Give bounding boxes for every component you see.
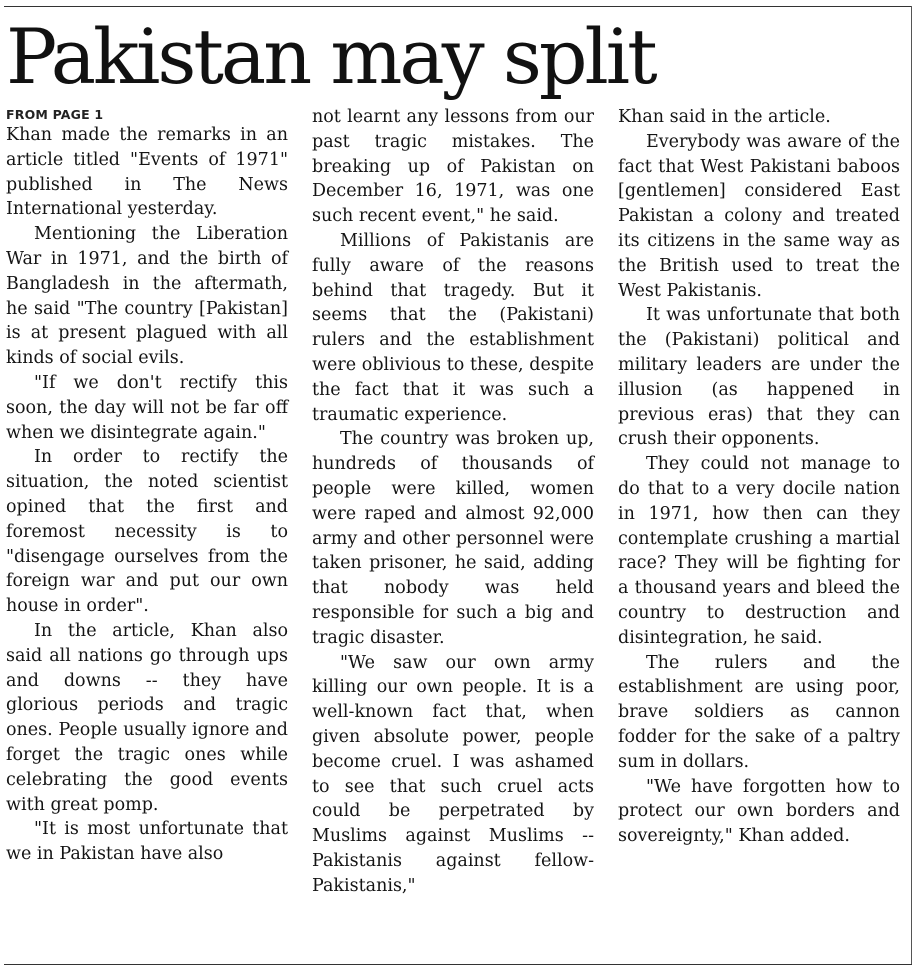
- paragraph: Millions of Pakistanis are fully aware of the reasons behind that tragedy. But it seems that the (Pakistani) rulers and the establishment were oblivious to these, despite the fact that it was such a traumatic experience.: [312, 230, 594, 425]
- paragraph: "We saw our own army killing our own people. It is a well-known fact that, when given absolute power, people become cruel. I was ashamed to see that such cruel acts could be perpetrated by Muslims against Muslims -- Pakistanis against fellow-Pakistanis,": [312, 652, 594, 896]
- right-rule: [911, 6, 912, 965]
- top-rule: [4, 6, 912, 7]
- column-2: [312, 105, 594, 899]
- paragraph: The rulers and the establishment are using poor, brave soldiers as cannon fodder for the sake of a paltry sum in dollars.: [618, 652, 900, 772]
- paragraph: Khan made the remarks in an article titled "Events of 1971" published in The News International yesterday.: [6, 125, 288, 220]
- kicker: FROM PAGE 1: [6, 107, 104, 122]
- paragraph: Mentioning the Liberation War in 1971, and the birth of Bangladesh in the aftermath, he said "The country [Pakistan] is at present plagued with all kinds of social evils.: [6, 224, 288, 369]
- paragraph: They could not manage to do that to a very docile nation in 1971, how then can they contemplate crushing a martial race? They will be fighting for a thousand years and bleed the country to destruction and disintegration, he said.: [618, 454, 900, 648]
- paragraph: "If we don't rectify this soon, the day will not be far off when we disintegrate again.": [6, 372, 288, 443]
- paragraph: Khan said in the article.: [618, 107, 831, 127]
- paragraph: "We have forgotten how to protect our own borders and sovereignty," Khan added.: [618, 776, 900, 847]
- column-3: [618, 105, 900, 899]
- column-1: [6, 105, 288, 899]
- paragraph: In the article, Khan also said all nations go through ups and downs -- they have glorious periods and tragic ones. People usually ignore and forget the tragic ones while celebrating the good events with great pomp.: [6, 620, 288, 815]
- paragraph: not learnt any lessons from our past tragic mistakes. The breaking up of Pakistan on December 16, 1971, was one such recent event," he said.: [312, 107, 594, 227]
- paragraph: Everybody was aware of the fact that West Pakistani baboos [gentlemen] considered East Pakistan a colony and treated its citizens in the same way as the British used to treat the West Pakistanis.: [618, 131, 900, 301]
- paragraph: In order to rectify the situation, the noted scientist opined that the first and foremost necessity is to "disengage ourselves from the foreign war and put our own house in order".: [6, 447, 288, 617]
- article-body: [6, 105, 906, 899]
- bottom-rule: [4, 964, 912, 965]
- paragraph: The country was broken up, hundreds of thousands of people were killed, women were raped and almost 92,000 army and other personnel were taken prisoner, he said, adding that nobody was held responsible for such a big and tragic disaster.: [312, 429, 594, 648]
- paragraph: It was unfortunate that both the (Pakistani) political and military leaders are under the illusion (as happened in previous eras) that they can crush their opponents.: [618, 305, 900, 450]
- paragraph: "It is most unfortunate that we in Pakistan have also: [6, 819, 288, 865]
- headline: Pakistan may split: [6, 12, 655, 101]
